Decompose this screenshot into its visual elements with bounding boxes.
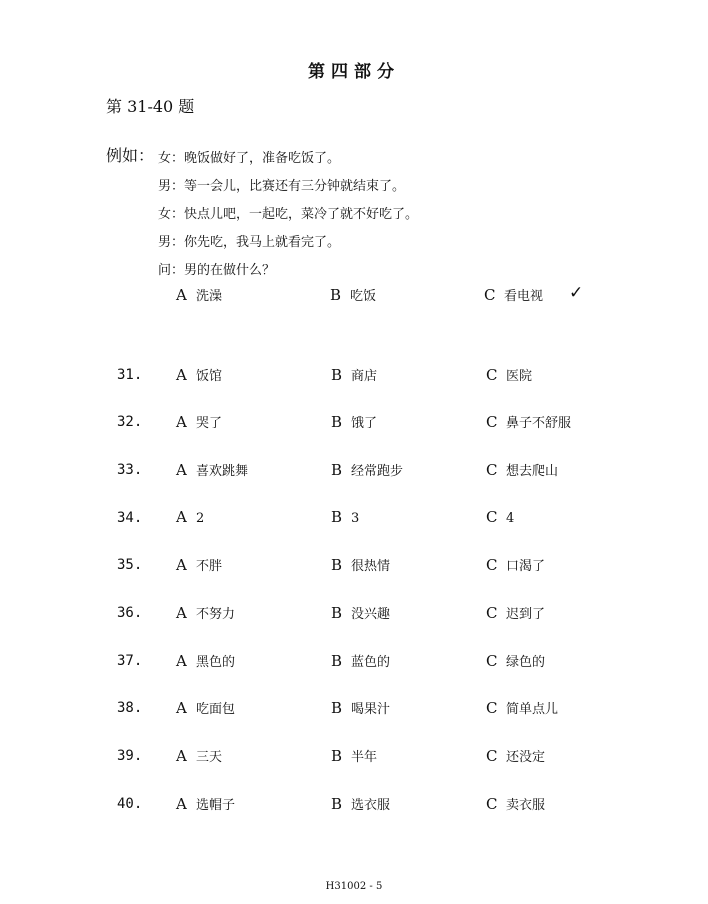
option-text: 吃饭 [350, 289, 377, 304]
option-text: 选帽子 [196, 798, 236, 813]
option-letter: B [331, 604, 343, 622]
example-dialogue-line: 男：等一会儿，比赛还有三分钟就结束了。 [158, 179, 406, 194]
option-text: 蓝色的 [351, 655, 391, 670]
page-title: 第四部分 [308, 62, 400, 82]
option-text: 选衣服 [351, 798, 391, 813]
question-option-b [331, 460, 403, 479]
option-letter: A [176, 508, 187, 526]
question-number: 34. [117, 510, 143, 526]
question-option-b [331, 412, 377, 431]
option-text: 看电视 [504, 289, 544, 304]
option-text: 喝果汁 [351, 702, 391, 717]
option-text: 鼻子不舒服 [506, 416, 572, 431]
question-number: 39. [117, 748, 143, 764]
question-option-b [331, 698, 390, 717]
option-text: 还没定 [506, 750, 546, 765]
option-text: 黑色的 [196, 655, 236, 670]
option-text: 洗澡 [196, 289, 223, 304]
question-option-a [176, 460, 248, 479]
question-number: 35. [117, 557, 143, 573]
option-letter: C [486, 652, 498, 670]
example-option-b [330, 285, 376, 304]
question-option-c [486, 365, 532, 384]
option-letter: B [330, 286, 342, 304]
example-question: 问：男的在做什么？ [158, 263, 276, 278]
question-option-c [486, 412, 571, 431]
question-option-a [176, 412, 222, 431]
option-letter: C [486, 795, 498, 813]
question-row [0, 651, 708, 677]
option-text: 卖衣服 [506, 798, 546, 813]
question-option-c [486, 698, 558, 717]
example-dialogue-line: 女：晚饭做好了，准备吃饭了。 [158, 151, 341, 166]
option-text: 饭馆 [196, 369, 223, 384]
page-footer: H31002 - 5 [325, 881, 383, 892]
question-option-b [331, 746, 377, 765]
question-option-c [486, 746, 545, 765]
option-text: 简单点儿 [506, 702, 559, 717]
option-letter: B [331, 461, 343, 479]
option-text: 4 [506, 511, 515, 526]
option-letter: C [486, 556, 498, 574]
option-letter: A [176, 461, 187, 479]
option-letter: C [486, 413, 498, 431]
question-option-a [176, 508, 204, 526]
option-letter: B [331, 699, 343, 717]
option-letter: C [486, 747, 498, 765]
option-letter: B [331, 556, 343, 574]
option-letter: A [176, 747, 187, 765]
option-letter: B [331, 413, 343, 431]
option-text: 2 [196, 511, 205, 526]
option-letter: C [486, 604, 498, 622]
checkmark-icon: ✓ [569, 283, 584, 303]
question-number: 36. [117, 605, 143, 621]
option-letter: A [176, 795, 187, 813]
option-text: 迟到了 [506, 607, 546, 622]
option-letter: A [176, 413, 187, 431]
option-text: 不努力 [196, 607, 236, 622]
option-letter: A [176, 366, 187, 384]
option-letter: A [176, 286, 187, 304]
option-text: 商店 [351, 369, 378, 384]
question-option-c [486, 508, 514, 526]
question-option-c [486, 555, 545, 574]
option-text: 口渴了 [506, 559, 546, 574]
option-text: 哭了 [196, 416, 223, 431]
question-option-a [176, 651, 235, 670]
question-option-c [486, 603, 545, 622]
example-dialogue-line: 男：你先吃，我马上就看完了。 [158, 235, 341, 250]
question-row [0, 365, 708, 391]
option-text: 3 [351, 511, 360, 526]
option-text: 吃面包 [196, 702, 236, 717]
option-letter: C [486, 699, 498, 717]
question-number: 38. [117, 700, 143, 716]
option-text: 三天 [196, 750, 223, 765]
question-number: 33. [117, 462, 143, 478]
option-letter: B [331, 652, 343, 670]
example-option-a [176, 285, 222, 304]
option-text: 经常跑步 [351, 464, 404, 479]
option-letter: B [331, 508, 343, 526]
question-number: 40. [117, 796, 143, 812]
question-row [0, 460, 708, 486]
question-option-b [331, 365, 377, 384]
question-row [0, 746, 708, 772]
question-option-b [331, 555, 390, 574]
option-text: 很热情 [351, 559, 391, 574]
question-number: 37. [117, 653, 143, 669]
question-option-a [176, 794, 235, 813]
option-letter: C [484, 286, 496, 304]
question-row [0, 698, 708, 724]
example-dialogue-line: 女：快点儿吧，一起吃，菜冷了就不好吃了。 [158, 207, 419, 222]
option-text: 不胖 [196, 559, 223, 574]
option-letter: C [486, 366, 498, 384]
option-letter: A [176, 652, 187, 670]
question-row [0, 794, 708, 820]
question-row [0, 412, 708, 438]
question-row [0, 603, 708, 629]
question-option-b [331, 508, 359, 526]
question-option-a [176, 365, 222, 384]
option-letter: A [176, 604, 187, 622]
question-option-a [176, 603, 235, 622]
example-option-c [484, 285, 543, 304]
option-text: 没兴趣 [351, 607, 391, 622]
option-letter: B [331, 747, 343, 765]
option-letter: B [331, 366, 343, 384]
question-number: 31. [117, 367, 143, 383]
option-letter: A [176, 699, 187, 717]
question-row [0, 508, 708, 534]
question-option-a [176, 746, 222, 765]
question-option-b [331, 603, 390, 622]
option-letter: B [331, 795, 343, 813]
question-row [0, 555, 708, 581]
question-option-c [486, 794, 545, 813]
option-text: 半年 [351, 750, 378, 765]
option-letter: C [486, 461, 498, 479]
option-text: 绿色的 [506, 655, 546, 670]
example-label: 例如： [106, 146, 155, 165]
option-letter: C [486, 508, 498, 526]
question-option-c [486, 460, 558, 479]
option-text: 医院 [506, 369, 533, 384]
question-option-a [176, 698, 235, 717]
option-text: 喜欢跳舞 [196, 464, 249, 479]
option-text: 想去爬山 [506, 464, 559, 479]
section-label: 第 31-40 题 [106, 97, 195, 116]
question-option-b [331, 651, 390, 670]
question-number: 32. [117, 414, 143, 430]
option-letter: A [176, 556, 187, 574]
question-option-a [176, 555, 222, 574]
question-option-b [331, 794, 390, 813]
question-option-c [486, 651, 545, 670]
option-text: 饿了 [351, 416, 378, 431]
